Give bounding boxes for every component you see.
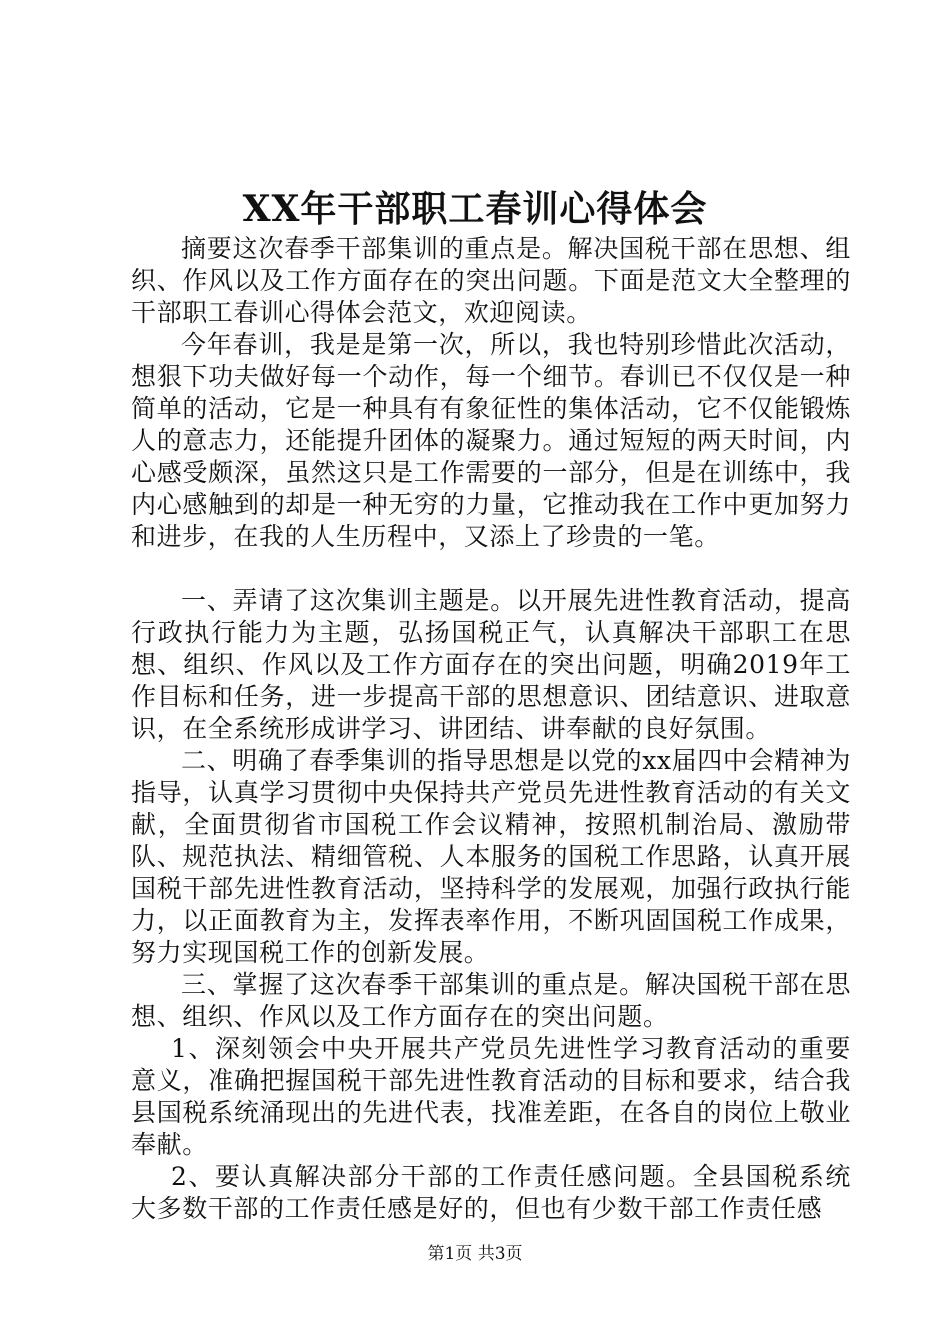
paragraph-section-three: 三、掌握了这次春季干部集训的重点是。解决国税干部在思想、组织、作风以及工作方面存在的突出问题。 [131,970,851,1031]
paragraph-section-one: 一、弄请了这次集训主题是。以开展先进性教育活动，提高行政执行能力为主题，弘扬国税正气，认真解决干部职工在思想、组织、作风以及工作方面存在的突出问题，明确2019年工作目标和任务，进一步提高干部的思想意识、团结意识、进取意识，在全系统形成讲学习、讲团结、讲奉献的良好氛围。 [131,586,851,743]
paragraph-section-two: 二、明确了春季集训的指导思想是以党的xx届四中会精神为指导，认真学习贯彻中央保持共产党员先进性教育活动的有关文献，全面贯彻省市国税工作会议精神，按照机制治局、激励带队、规范执法、精细管税、人本服务的国税工作思路，认真开展国税干部先进性教育活动，坚持科学的发展观，加强行政执行能力，以正面教育为主，发挥表率作用，不断巩固国税工作成果，努力实现国税工作的创新发展。 [131,746,851,967]
document-body [131,233,851,1225]
page-footer: 第1页 共3页 [427,1244,523,1264]
paragraph-item-one: 1、深刻领会中央开展共产党员先进性学习教育活动的重要意义，准确把握国税干部先进性教育活动的目标和要求，结合我县国税系统涌现出的先进代表，找准差距，在各自的岗位上敬业奉献。 [131,1034,851,1159]
paragraph-intro: 今年春训，我是是第一次，所以，我也特别珍惜此次活动，想狠下功夫做好每一个动作，每一个细节。春训已不仅仅是一种简单的活动，它是一种具有有象征性的集体活动，它不仅能锻炼人的意志力，还能提升团体的凝聚力。通过短短的两天时间，内心感受颇深，虽然这只是工作需要的一部分，但是在训练中，我内心感触到的却是一种无穷的力量，它推动我在工作中更加努力和进步，在我的人生历程中，又添上了珍贵的一笔。 [131,330,851,551]
paragraph-abstract: 摘要这次春季干部集训的重点是。解决国税干部在思想、组织、作风以及工作方面存在的突出问题。下面是范文大全整理的干部职工春训心得体会范文，欢迎阅读。 [131,234,851,327]
paragraph-item-two: 2、要认真解决部分干部的工作责任感问题。全县国税系统大多数干部的工作责任感是好的，但也有少数干部工作责任感 [131,1162,851,1223]
document-title: XX年干部职工春训心得体会 [242,188,708,230]
